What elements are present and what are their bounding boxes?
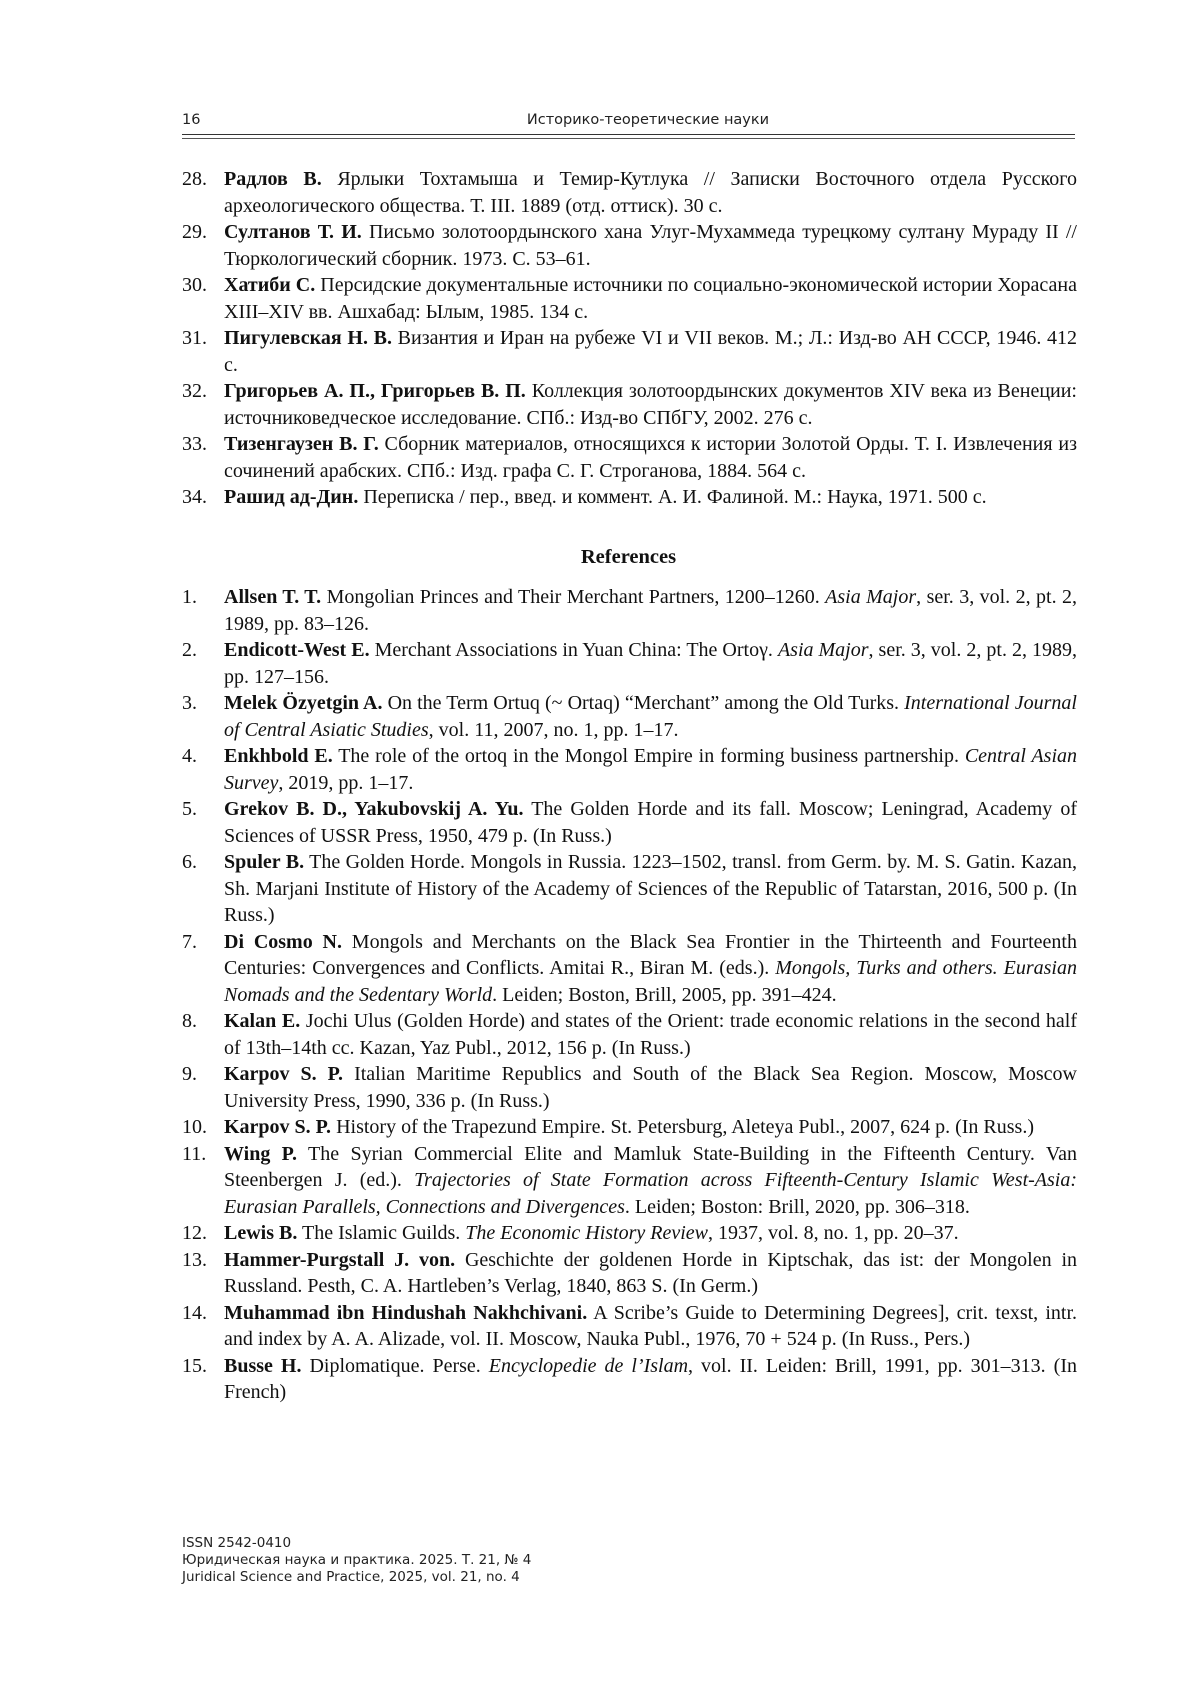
header-rule	[182, 134, 1075, 135]
page-header	[182, 112, 1074, 134]
reference-author: Lewis B.	[224, 1222, 298, 1244]
reference-text: Персидские документальные источники по социально-экономической истории Хорасана XIII–XIV вв. Ашхабад: Ылым, 1985. 134 с.	[224, 274, 1077, 323]
reference-author: Busse H.	[224, 1354, 302, 1377]
reference-item	[182, 325, 1077, 378]
reference-text: Письмо золотоордынского хана Улуг-Мухаммеда турецкому султану Мураду II // Тюркологический сборник. 1973. С. 53–61.	[224, 221, 1077, 270]
reference-number: 12.	[182, 1222, 207, 1244]
reference-author: Тизенгаузен В. Г.	[224, 433, 379, 455]
reference-number: 32.	[182, 380, 207, 402]
reference-text: On the Term Ortuq (~ Ortaq) “Merchant” among the Old Turks.	[382, 692, 905, 714]
reference-number: 4.	[182, 745, 197, 767]
reference-list-english	[182, 584, 1077, 1406]
reference-text: Geschichte der goldenen Horde in Kiptschak, das ist: der Mongolen in Russland. Pesth, C. A. Hartleben’s Verlag, 1840, 863 S. (In Germ.)	[224, 1248, 1077, 1297]
reference-author: Melek Özyetgin A.	[224, 692, 383, 714]
reference-text: A Scribe’s Guide to Determining Degrees], crit. texst, intr. and index by A. A. Alizade, vol. II. Moscow, Nauka Publ., 1976, 70 + 524 p. (In Russ., Pers.)	[224, 1301, 1077, 1350]
reference-item	[182, 1141, 1077, 1221]
reference-item	[182, 1220, 1077, 1247]
reference-author: Enkhbold E.	[224, 745, 333, 767]
reference-item	[182, 1008, 1077, 1061]
reference-author: Karpov S. P.	[224, 1116, 332, 1138]
reference-source-title: Asia Major	[825, 586, 917, 608]
reference-number: 5.	[182, 798, 197, 820]
reference-source-title: The Economic History Review	[465, 1222, 709, 1244]
reference-number: 9.	[182, 1063, 197, 1085]
reference-author: Endicott-West E.	[224, 639, 370, 661]
reference-source-title: Mongols, Turks and others. Eurasian Nomads and the Sedentary World	[224, 957, 1077, 1006]
reference-author: Григорьев А. П., Григорьев В. П.	[224, 380, 526, 402]
reference-item	[182, 849, 1077, 929]
reference-source-title: Encyclopedie de l’Islam	[488, 1354, 689, 1377]
reference-details: , vol. II. Leiden: Brill, 1991, pp. 301–313. (In French)	[224, 1354, 1077, 1403]
reference-author: Султанов Т. И.	[224, 221, 362, 243]
reference-author: Allsen T. T.	[224, 586, 322, 608]
reference-number: 30.	[182, 274, 207, 296]
reference-number: 1.	[182, 586, 197, 608]
reference-author: Muhammad ibn Hindushah Nakhchivani.	[224, 1301, 588, 1324]
reference-item	[182, 431, 1077, 484]
reference-details: , 2019, pp. 1–17.	[278, 771, 414, 794]
reference-text: Ярлыки Тохтамыша и Темир-Кутлука // Записки Восточного отдела Русского археологического общества. Т. III. 1889 (отд. оттиск). 30 с.	[224, 168, 1078, 217]
reference-number: 2.	[182, 639, 197, 661]
footer-journal-en: Juridical Science and Practice, 2025, vol. 21, no. 4	[182, 1569, 520, 1585]
reference-author: Радлов В.	[224, 168, 322, 190]
reference-number: 31.	[182, 327, 207, 349]
reference-details: , vol. 11, 2007, no. 1, pp. 1–17.	[428, 718, 679, 741]
reference-item	[182, 219, 1077, 272]
reference-text: Jochi Ulus (Golden Horde) and states of the Orient: trade economic relations in the second half of 13th–14th cc. Kazan, Yaz Publ., 2012, 156 p. (In Russ.)	[224, 1010, 1078, 1059]
reference-number: 15.	[182, 1354, 207, 1377]
reference-item	[182, 637, 1077, 690]
reference-number: 8.	[182, 1010, 197, 1032]
reference-item	[182, 1061, 1077, 1114]
reference-number: 14.	[182, 1301, 207, 1324]
reference-item	[182, 1353, 1077, 1406]
reference-author: Wing P.	[224, 1142, 298, 1165]
reference-text: Mongolian Princes and Their Merchant Partners, 1200–1260.	[321, 586, 826, 608]
reference-number: 28.	[182, 168, 207, 190]
references-heading: References	[580, 546, 677, 568]
reference-item	[182, 929, 1077, 1009]
footer-journal-ru: Юридическая наука и практика. 2025. Т. 21, № 4	[182, 1552, 532, 1568]
running-title: Историко-теоретические науки	[526, 112, 770, 128]
reference-author: Karpov S. P.	[224, 1063, 344, 1085]
reference-text: The Islamic Guilds.	[297, 1222, 466, 1244]
reference-number: 33.	[182, 433, 207, 455]
footer-issn: ISSN 2542-0410	[182, 1535, 292, 1551]
reference-number: 3.	[182, 692, 197, 714]
reference-item	[182, 743, 1077, 796]
page-footer	[182, 1535, 882, 1586]
reference-source-title: International Journal of Central Asiatic Studies	[224, 692, 1077, 741]
reference-item	[182, 378, 1077, 431]
reference-author: Di Cosmo N.	[224, 930, 342, 953]
reference-text: The role of the ortoq in the Mongol Empire in forming business partnership.	[332, 745, 965, 767]
reference-number: 11.	[182, 1142, 207, 1165]
reference-author: Пигулевская Н. В.	[224, 327, 392, 349]
reference-source-title: Central Asian Survey	[224, 745, 1077, 794]
reference-text: The Golden Horde and its fall. Moscow; Leningrad, Academy of Sciences of USSR Press, 1950, 479 p. (In Russ.)	[224, 798, 1077, 847]
reference-number: 10.	[182, 1116, 207, 1138]
reference-item	[182, 166, 1077, 219]
reference-text: The Golden Horde. Mongols in Russia. 1223–1502, transl. from Germ. by. M. S. Gatin. Kazan, Sh. Marjani Institute of History of the Academy of Sciences of the Republic of Tatarstan, 2016, 500 p. (In Russ.)	[224, 851, 1077, 926]
reference-number: 29.	[182, 221, 207, 243]
reference-number: 7.	[182, 930, 197, 953]
header-rule-thin	[182, 138, 1075, 139]
reference-details: . Leiden; Boston: Brill, 2020, pp. 306–318.	[624, 1195, 970, 1218]
reference-text: Сборник материалов, относящихся к истории Золотой Орды. Т. I. Извлечения из сочинений арабских. СПб.: Изд. графа С. Г. Строганова, 1884. 564 с.	[224, 433, 1077, 482]
reference-text: Византия и Иран на рубеже VI и VII веков. М.; Л.: Изд-во АН СССР, 1946. 412 с.	[224, 327, 1078, 376]
reference-details: , ser. 3, vol. 2, pt. 2, 1989, pp. 127–156.	[224, 639, 1077, 688]
reference-text: Коллекция золотоордынских документов XIV века из Венеции: источниковедческое исследование. СПб.: Изд-во СПбГУ, 2002. 276 с.	[224, 380, 1077, 429]
reference-author: Kalan E.	[224, 1010, 301, 1032]
reference-author: Grekov B. D., Yakubovskij A. Yu.	[224, 798, 524, 820]
reference-number: 34.	[182, 486, 207, 508]
reference-item	[182, 584, 1077, 637]
reference-text: History of the Trapezund Empire. St. Petersburg, Aleteya Publ., 2007, 624 p. (In Russ.)	[331, 1116, 1034, 1138]
reference-item	[182, 1247, 1077, 1300]
reference-details: , 1937, vol. 8, no. 1, pp. 20–37.	[708, 1222, 959, 1244]
reference-text: Merchant Associations in Yuan China: The Ortoγ.	[369, 639, 778, 661]
reference-source-title: Trajectories of State Formation across Fifteenth-Century Islamic West-Asia: Eurasian Parallels, Connections and Divergences	[224, 1169, 1077, 1218]
reference-item	[182, 690, 1077, 743]
reference-author: Hammer-Purgstall J. von.	[224, 1248, 456, 1271]
reference-text: Переписка / пер., введ. и коммент. А. И. Фалиной. М.: Наука, 1971. 500 с.	[358, 486, 987, 508]
reference-item	[182, 796, 1077, 849]
reference-text: Italian Maritime Republics and South of the Black Sea Region. Moscow, Moscow University Press, 1990, 336 p. (In Russ.)	[224, 1063, 1077, 1112]
reference-text: The Syrian Commercial Elite and Mamluk State-Building in the Fifteenth Century. Van Steenbergen J. (ed.).	[224, 1142, 1077, 1191]
reference-source-title: Asia Major	[777, 639, 869, 661]
reference-author: Spuler B.	[224, 851, 305, 873]
reference-number: 6.	[182, 851, 197, 873]
reference-number: 13.	[182, 1248, 207, 1271]
reference-item	[182, 1300, 1077, 1353]
reference-text: Mongols and Merchants on the Black Sea Frontier in the Thirteenth and Fourteenth Centuries: Convergences and Conflicts. Amitai R., Biran M. (eds.).	[224, 930, 1077, 979]
reference-list-russian	[182, 166, 1077, 511]
page-number: 16	[182, 112, 201, 128]
reference-item	[182, 484, 1077, 511]
reference-text: Diplomatique. Perse.	[301, 1354, 489, 1377]
reference-details: , ser. 3, vol. 2, pt. 2, 1989, pp. 83–126.	[224, 586, 1077, 635]
reference-author: Рашид ад-Дин.	[224, 486, 359, 508]
reference-details: . Leiden; Boston, Brill, 2005, pp. 391–424.	[492, 983, 837, 1006]
reference-item	[182, 272, 1077, 325]
reference-item	[182, 1114, 1077, 1141]
reference-author: Хатиби С.	[224, 274, 316, 296]
